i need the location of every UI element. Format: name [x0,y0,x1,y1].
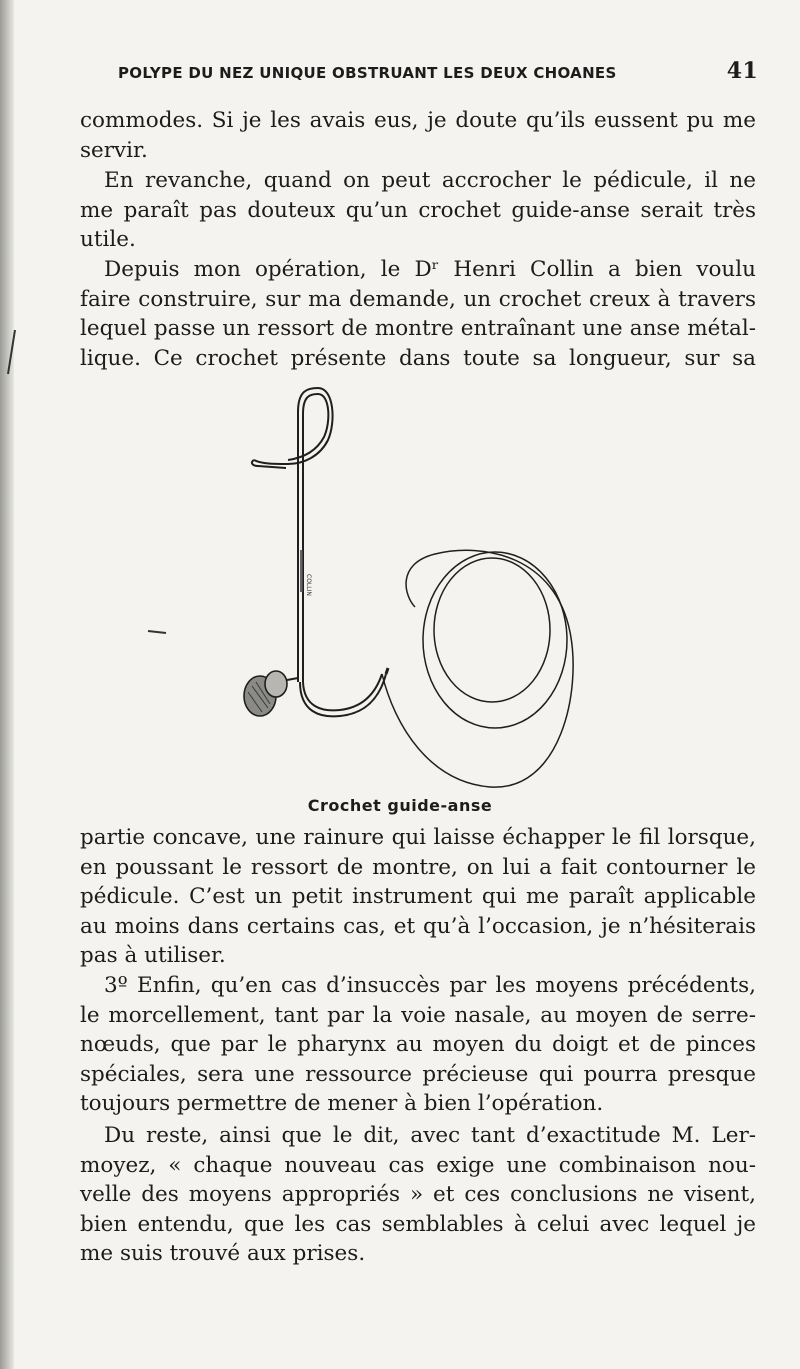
text-line: pas à utiliser. [80,943,226,969]
paragraph-4 [80,823,756,971]
text-line: faire construire, sur ma demande, un crochet creux à travers [80,286,756,312]
text-line: lequel passe un ressort de montre entraînant une anse métal- [80,316,756,342]
text-line: spéciales, sera une ressource précieuse qui pourra presque [80,1061,756,1087]
text-line: servir. [80,137,148,163]
text-line: le morcellement, tant par la voie nasale, au moyen de serre- [80,1002,756,1028]
margin-pencil-mark [4,328,18,378]
wire-loop [382,550,573,787]
text-line: Du reste, ainsi que le dit, avec tant d’exactitude M. Ler- [104,1123,756,1148]
text-line: 3º Enfin, qu’en cas d’insuccès par les moyens précédents, [104,973,756,998]
paragraph-1 [80,106,756,165]
text-line: moyez, « chaque nouveau cas exige une combinaison nou- [80,1152,756,1178]
running-title: POLYPE DU NEZ UNIQUE OBSTRUANT LES DEUX CHOANES [118,64,617,82]
text-line: pédicule. C’est un petit instrument qui me paraît applicable [80,884,756,910]
text-line: partie concave, une rainure qui laisse échapper le fil lorsque, [80,825,756,850]
crochet-illustration [230,382,590,797]
text-line: lique. Ce crochet présente dans toute sa longueur, sur sa [80,345,756,371]
text-line: au moins dans certains cas, et qu’à l’occasion, je n’hésiterais [80,913,756,939]
text-line: velle des moyens appropriés » et ces conclusions ne visent, [80,1182,756,1208]
text-line: utile. [80,227,136,253]
page-edge-shadow [0,0,14,1369]
text-line: commodes. Si je les avais eus, je doute qu’ils eussent pu me [80,108,756,133]
paragraph-6 [80,1121,756,1269]
text-line: toujours permettre de mener à bien l’opération. [80,1091,604,1117]
margin-dash-mark [146,626,168,636]
handle-grip [244,671,298,716]
engraved-maker-mark: COLLIN [305,574,312,596]
text-line: Depuis mon opération, le Dʳ Henri Collin a bien voulu [104,257,756,282]
page-number: 41 [726,58,758,84]
text-line: bien entendu, que les cas semblables à celui avec lequel je [80,1211,756,1237]
figure-caption: Crochet guide-anse [307,796,493,815]
text-line: me paraît pas douteux qu’un crochet guide-anse serait très [80,197,756,223]
text-line: En revanche, quand on peut accrocher le pédicule, il ne [104,168,756,193]
running-header [118,58,758,84]
text-line: nœuds, que par le pharynx au moyen du doigt et de pinces [80,1032,756,1058]
text-line: me suis trouvé aux prises. [80,1241,366,1267]
paragraph-5 [80,971,756,1119]
text-line: en poussant le ressort de montre, on lui a fait contourner le [80,854,756,880]
paragraph-3 [80,255,756,373]
paragraph-2 [80,166,756,255]
crochet-guide-anse-figure [230,382,590,797]
